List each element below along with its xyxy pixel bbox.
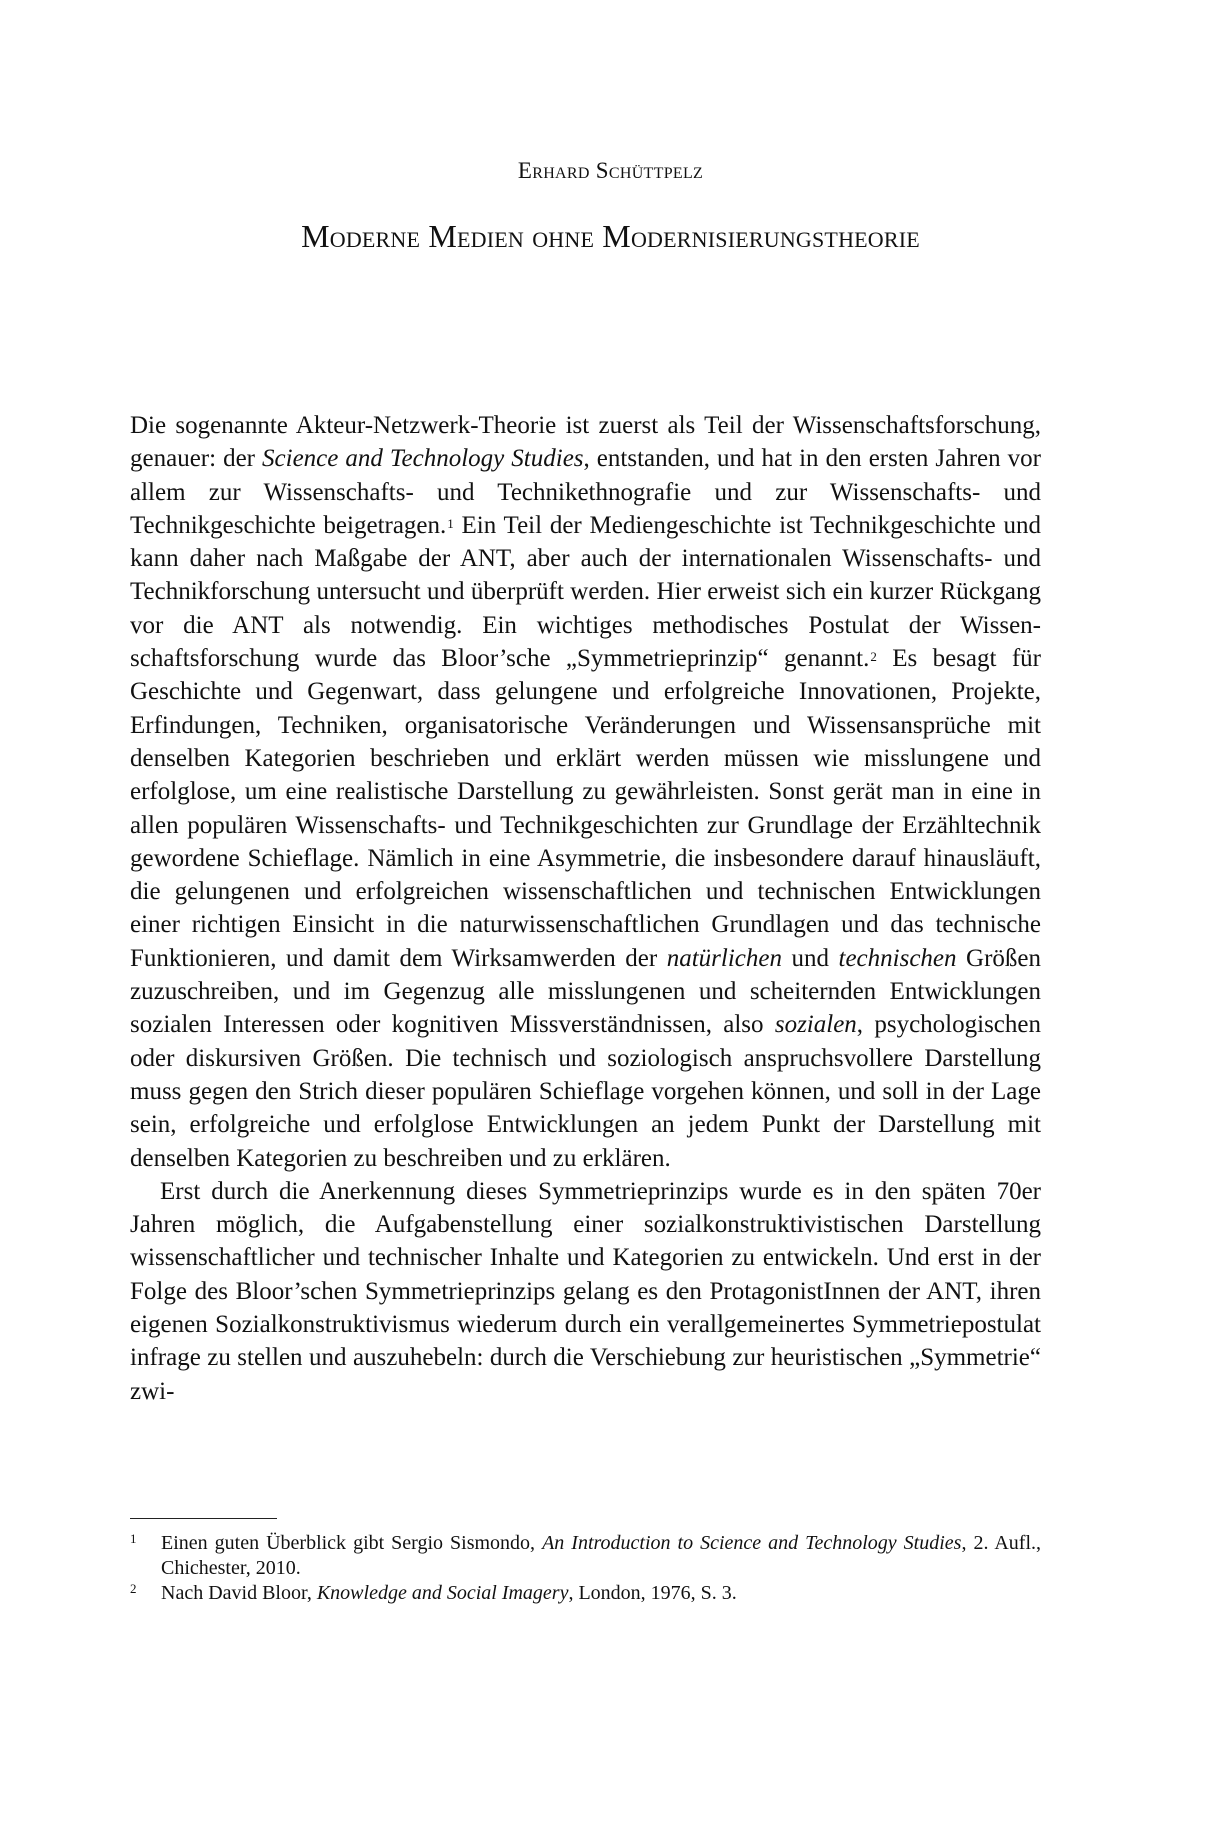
footnote-number: 1 [130, 1531, 137, 1546]
footnote-number: 2 [130, 1581, 137, 1596]
body-paragraph [130, 1175, 1041, 1408]
title-word-initial: M [602, 218, 631, 254]
footnote [130, 1581, 1041, 1606]
footnote-text [161, 1581, 1041, 1606]
text-run: , 2. Aufl., Chichester, 2010. [161, 1532, 1042, 1579]
italic-text: An Introduction to Science and Technology Studies [542, 1532, 962, 1554]
title-word-initial: M [428, 218, 458, 254]
footnote [130, 1531, 1041, 1581]
text-run: , entstanden, und hat in den ersten Jahren vor allem zur Wissenschafts- und Technikethnografie und zur Wissenschafts- und Technikgeschichte beigetragen. [130, 445, 1042, 539]
footnote-reference: 1 [447, 515, 454, 531]
author-surname-initial: S [595, 158, 609, 183]
text-run: Erst durch die Anerkennung dieses Symmetrieprinzips wurde es in den späten 70er Jahren möglich, die Aufgabenstellung einer sozialkonstruktivistischen Darstellung wissenschaftlicher und technischer Inhalte und Kategorien zu entwickeln. Und erst in der Folge des Bloor’schen Symmetrieprinzips gelang es den ProtagonistInnen der ANT, ihren eigenen Sozialkonstruktivismus wiederum durch ein verallgemeinertes Symmetriepostulat infrage zu stellen und auszuhebeln: durch die Verschiebung zur heuristischen „Symmetrie“ zwi- [130, 1177, 1041, 1405]
italic-text: Knowledge and Social Imagery [316, 1582, 569, 1604]
text-run: Nach David Bloor, [161, 1582, 317, 1604]
text-run: , psychologischen oder diskursiven Größen. Die technisch und soziologisch anspruchsvollere Darstellung muss gegen den Strich dieser populären Schieflage vorgehen können, und soll in der Lage sein, erfolgreiche und erfolglose Entwicklungen an jedem Punkt der Darstellung mit denselben Kategorien zu beschreiben und zu erklären. [130, 1011, 1041, 1172]
body-paragraph [130, 409, 1041, 1175]
title-word-initial: M [301, 218, 330, 254]
italic-text: Science and Technology Studies [262, 445, 584, 473]
title-word-rest: edien ohne [457, 218, 603, 254]
author-surname-rest: chüttpelz [608, 158, 704, 183]
italic-text: technischen [838, 944, 957, 972]
body-text [130, 409, 1041, 1408]
footnote-text [161, 1531, 1041, 1581]
title-word-rest: oderne [329, 218, 429, 254]
text-run: Es besagt für Geschichte und Gegenwart, dass gelungene und erfolgreiche Innovationen, Projekte, Erfindungen, Techniken, organisatorische Veränderungen und Wissensansprüche mit denselben Kategorien beschrieben und erklärt werden müssen wie misslungene und erfolglose, um eine realistische Darstellung zu gewährleisten. Sonst gerät man in eine in allen populären Wissenschafts- und Technikgeschichten zur Grundlage der Erzähltechnik gewordene Schieflage. Nämlich in eine Asymmetrie, die insbesondere darauf hinausläuft, die gelungenen und erfolgreichen wissenschaftlichen und technischen Entwicklungen einer richtigen Einsicht in die naturwissenschaftlichen Grundlagen und das technische Funktionieren, und damit dem Wirksamwerden der [130, 645, 1041, 972]
text-run: Ein Teil der Mediengeschichte ist Technikgeschichte und kann daher nach Maßgabe der ANT, aber auch der internationalen Wissenschafts- und Technikforschung untersucht und überprüft werden. Hier erweist sich ein kurzer Rückgang vor die ANT als notwendig. Ein wichtiges methodisches Postulat der Wissenschaftsforschung wurde das Bloor’sche „Symmetrieprinzip“ genannt. [130, 511, 1041, 673]
text-run: , London, 1976, S. 3. [568, 1582, 737, 1604]
author-firstname-rest: rhard [532, 158, 596, 183]
italic-text: sozialen [774, 1011, 857, 1039]
footnote-divider [130, 1518, 277, 1519]
author-name [0, 158, 1221, 184]
author-initial: E [517, 158, 533, 183]
italic-text: natürlichen [666, 944, 782, 972]
text-run: Die sogenannte Akteur-Netzwerk-Theorie ist zuerst als Teil der Wissenschaftsforschung, genauer: der [130, 412, 1041, 473]
footnote-reference: 2 [870, 649, 877, 665]
footnotes [130, 1531, 1041, 1606]
text-run: Einen guten Überblick gibt Sergio Sismondo, [161, 1532, 543, 1554]
article-title [0, 218, 1221, 255]
title-word-rest: odernisierungstheorie [630, 218, 920, 254]
text-run: Größen zuzuschreiben, und im Gegenzug alle misslungenen und scheiternden Entwicklungen sozialen Interessen oder kognitiven Missverständnissen, also [130, 944, 1041, 1039]
text-run: und [781, 944, 839, 972]
